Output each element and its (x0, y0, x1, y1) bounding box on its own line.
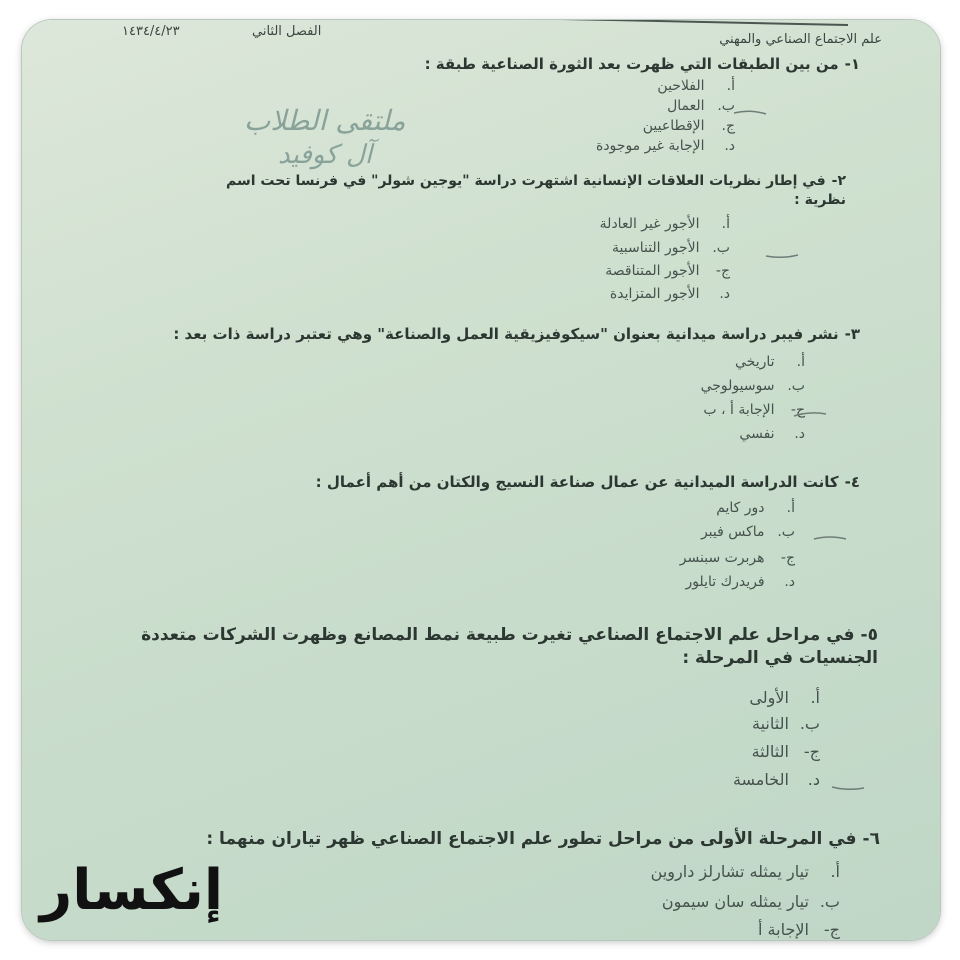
option-6c: ج- الإجابة أ (758, 920, 840, 939)
option-1b: ب. العمال (667, 98, 735, 114)
question-2: ٢-في إطار نظريات العلاقات الإنسانية اشتهرت دراسة "يوجين شولر" في فرنسا تحت اسم نظرية : (225, 173, 846, 208)
handwritten-note-2: آل كوفيد (278, 140, 373, 170)
exam-date: ١٤٣٤/٤/٢٣ (122, 24, 180, 39)
option-4a: أ. دور كايم (716, 500, 795, 516)
option-2c: ج- الأجور المتناقصة (605, 263, 730, 279)
question-6: ٦-في المرحلة الأولى من مراحل تطور علم الاجتماع الصناعي ظهر تياران منهما : (206, 829, 880, 849)
option-4d: د. فريدرك تايلور (685, 574, 795, 590)
option-2b: ب. الأجور التناسبية (612, 240, 730, 256)
option-2a: أ. الأجور غير العادلة (599, 216, 730, 232)
answer-check-mark (830, 778, 866, 788)
question-3: ٣-نشر فيبر دراسة ميدانية بعنوان "سيكوفيزيقية العمل والصناعة" وهي تعتبر دراسة ذات بعد : (173, 325, 860, 343)
question-text-continued: الجنسيات في المرحلة : (682, 647, 878, 668)
exam-header (122, 26, 882, 52)
option-4c: ج- هربرت سبنسر (679, 550, 795, 566)
answer-check-mark (812, 528, 848, 538)
option-1d: د. الإجابة غير موجودة (595, 138, 735, 154)
answer-check-mark (732, 102, 768, 112)
question-4: ٤-كانت الدراسة الميدانية عن عمال صناعة النسيج والكتان من أهم أعمال : (315, 473, 860, 491)
option-5c: ج- الثالثة (751, 742, 820, 761)
question-5: ٥-في مراحل علم الاجتماع الصناعي تغيرت طبيعة نمط المصانع وظهرت الشركات متعددة الجنسيات في المرحلة : (141, 625, 878, 668)
term-label: الفصل الثاني (252, 24, 322, 39)
exam-page (22, 20, 940, 940)
option-3c: ج- الإجابة أ ، ب (703, 402, 805, 418)
option-1c: ج. الإقطاعيين (642, 118, 735, 134)
option-1a: أ. الفلاحين (657, 78, 735, 94)
handwritten-note: ملتقى الطلاب (244, 104, 406, 137)
option-3a: أ. تاريخي (735, 354, 805, 370)
answer-check-mark (764, 246, 800, 256)
question-number: ١- (844, 55, 860, 73)
option-6a: أ. تيار يمثله تشارلز داروين (650, 862, 840, 881)
option-4b: ب. ماكس فيبر (700, 524, 795, 540)
question-1 (425, 54, 860, 74)
exam-photo (22, 20, 940, 940)
answer-check-mark (792, 404, 828, 414)
option-5a: أ. الأولى (749, 688, 820, 707)
question-text: من بين الطبقات التي ظهرت بعد الثورة الصناعية طبقة : (424, 55, 839, 73)
watermark-text: إنكسار (40, 858, 224, 923)
course-title: علم الاجتماع الصناعي والمهني (719, 32, 882, 47)
option-5b: ب. الثانية (752, 714, 820, 733)
option-5d: د. الخامسة (732, 770, 820, 789)
option-6b: ب. تيار يمثله سان سيمون (661, 892, 840, 911)
option-3b: ب. سوسيولوجي (700, 378, 805, 394)
option-3d: د. نفسي (739, 426, 805, 442)
question-text-continued: نظرية : (794, 191, 846, 208)
option-2d: د. الأجور المتزايدة (609, 286, 730, 302)
